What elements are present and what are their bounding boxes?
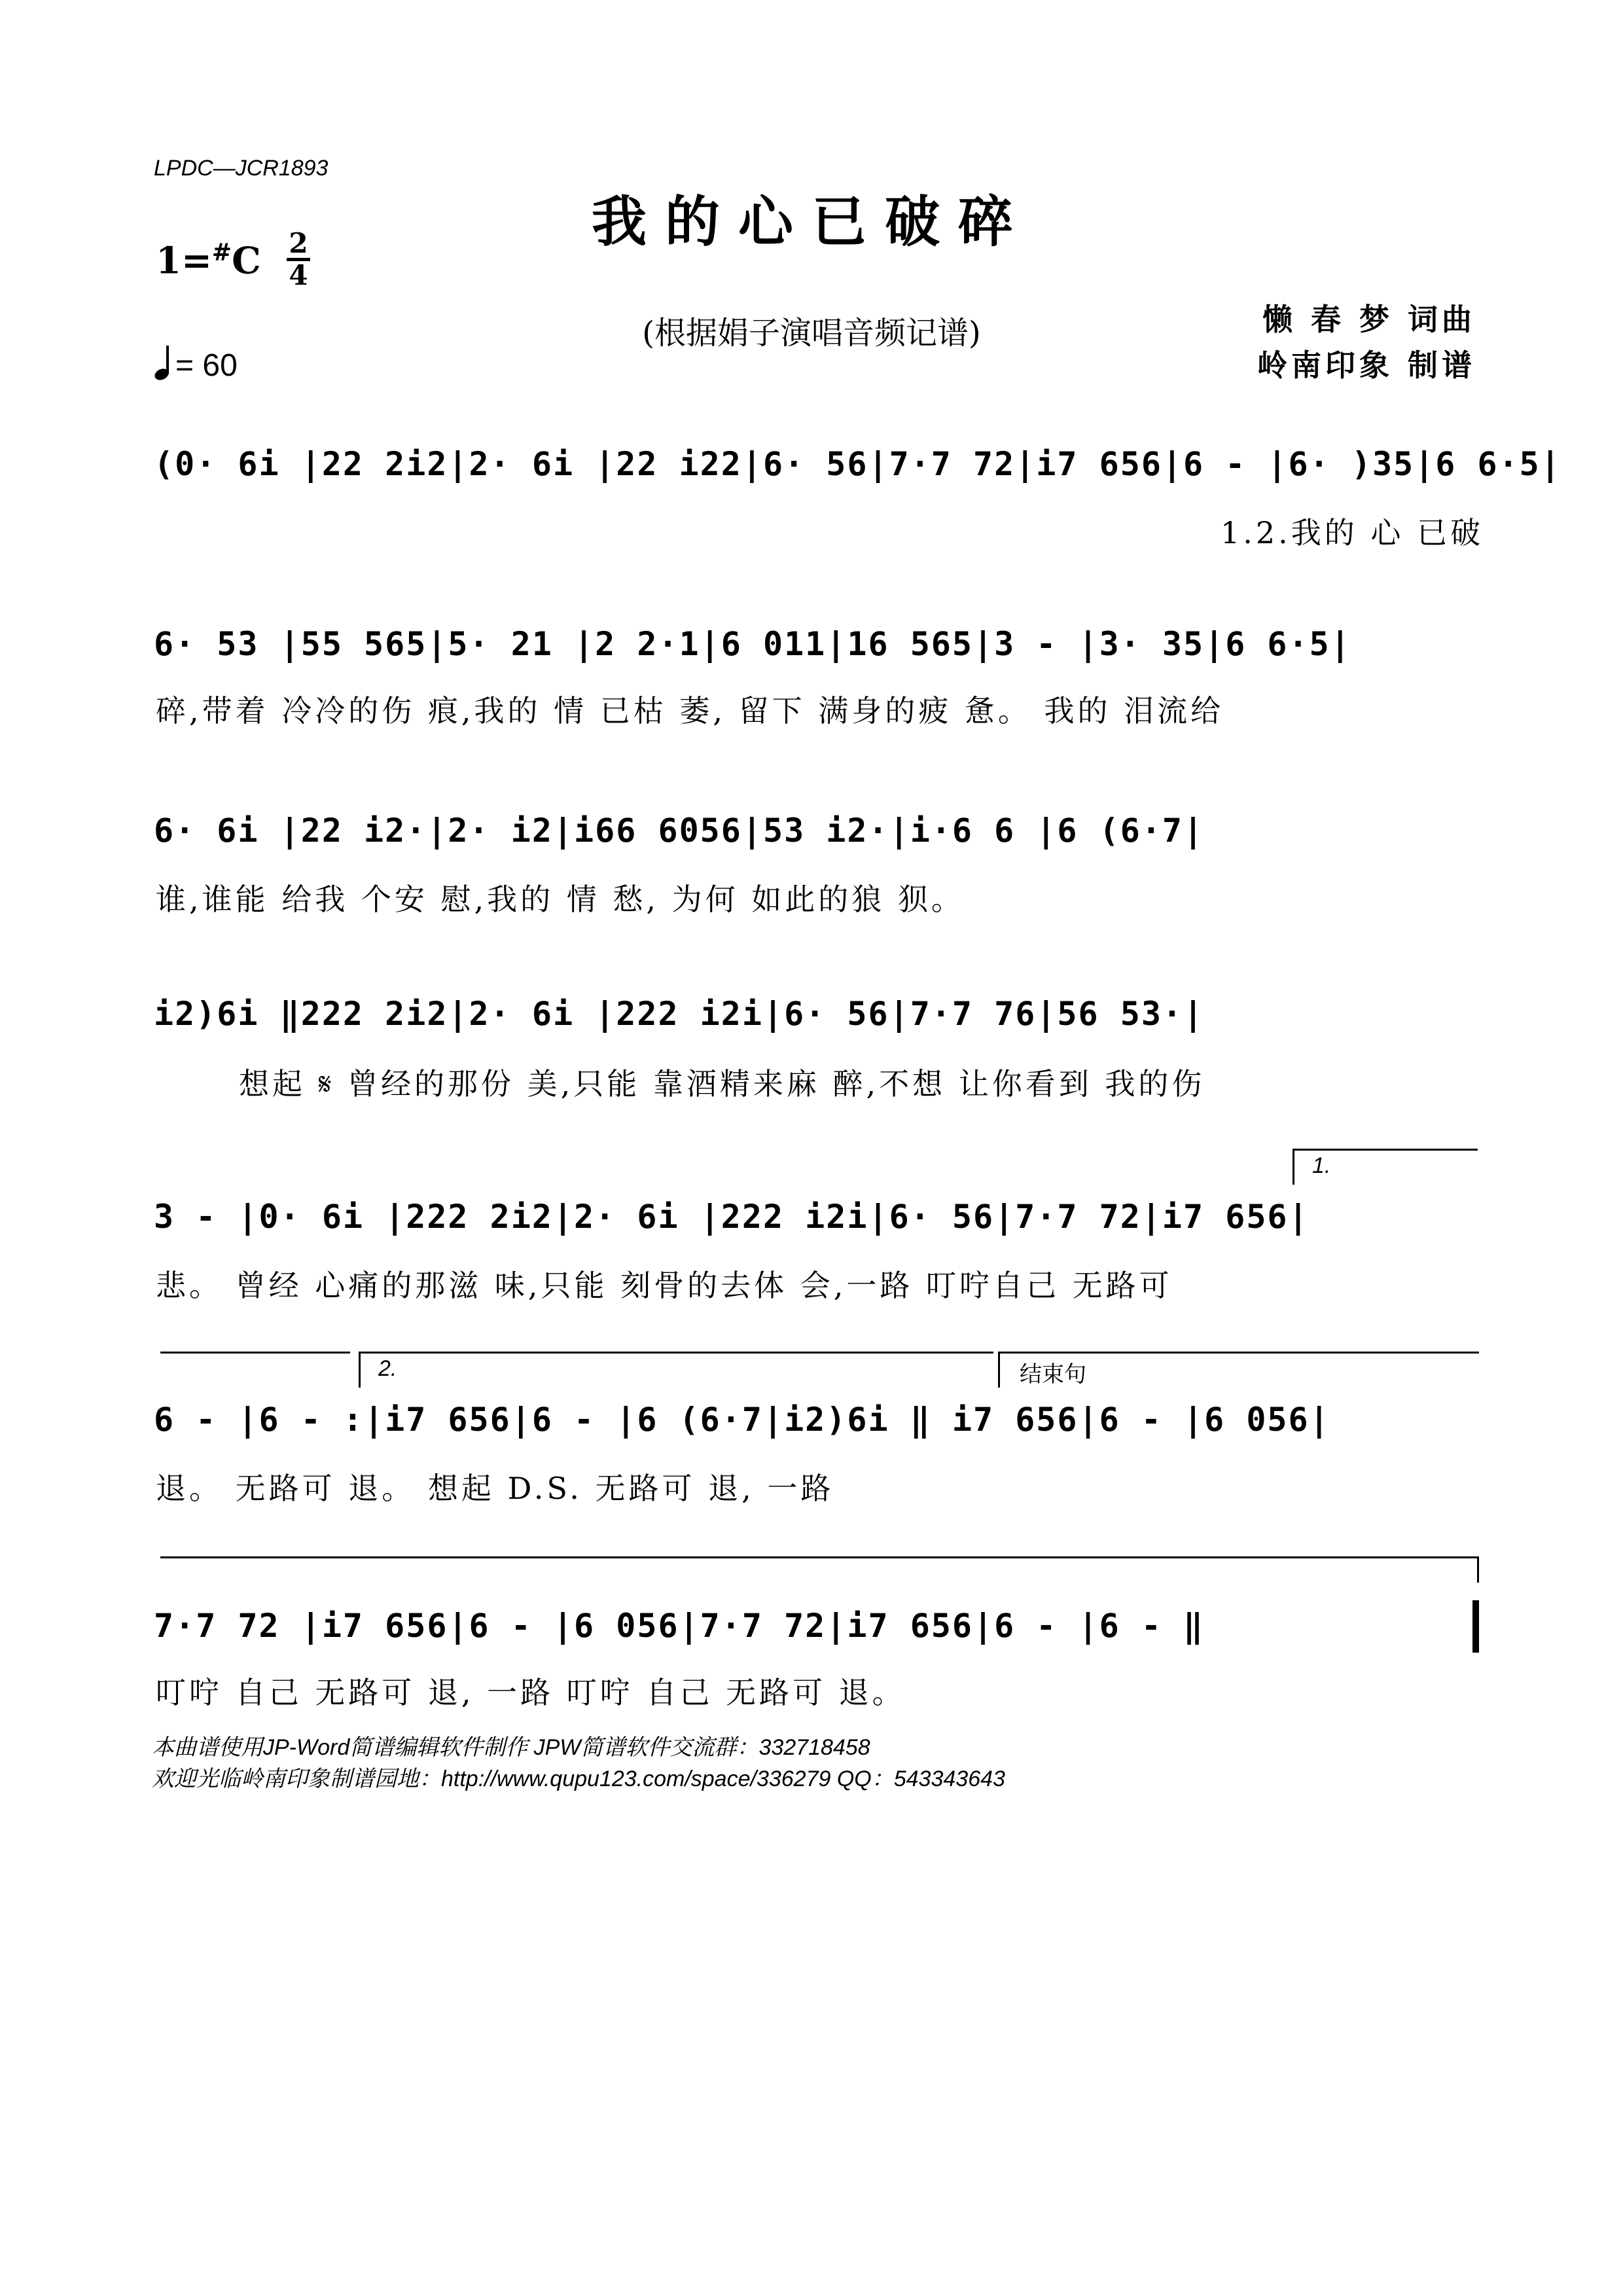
lyric-line-4: 想起 𝄋 曾经的那份 美,只能 靠酒精来麻 醉,不想 让你看到 我的伤 [239, 1066, 1205, 1102]
lyric-line-1: 1.2.我的 心 已破 [1221, 515, 1484, 550]
lyric-line-3: 谁,谁能 给我 个安 慰,我的 情 愁, 为何 如此的狼 狈。 [156, 882, 965, 917]
subtitle: (根据娟子演唱音频记谱) [642, 315, 981, 351]
lyric-line-7: 叮咛 自己 无路可 退, 一路 叮咛 自己 无路可 退。 [156, 1675, 906, 1710]
lyric-line-2: 碎,带着 冷冷的伤 痕,我的 情 已枯 萎, 留下 满身的疲 惫。 我的 泪流给 [156, 693, 1224, 728]
volta-second-label: 2. [378, 1356, 397, 1381]
key-prefix: 1= [156, 239, 212, 283]
composer-credit: 懒 春 梦 词曲 [1262, 302, 1476, 337]
music-line-3: 6· 6i |22 i2·|2· i2|i66 6056|53 i2·|i·6 6 |6 (6·7| [154, 812, 1205, 850]
music-line-1: (0· 6i |22 2i2|2· 6i |22 i22|6· 56|7·7 72|i7 656|6 - |6· )35|6 6·5| [154, 445, 1561, 483]
volta-first-label: 1. [1312, 1153, 1331, 1178]
music-line-7: 7·7 72 |i7 656|6 - |6 056|7·7 72|i7 656|6 - |6 - ‖ [154, 1607, 1205, 1645]
tempo-value: = 60 [175, 348, 238, 383]
music-line-4: i2)6i ‖222 2i2|2· 6i |222 i2i|6· 56|7·7 76|56 53·| [154, 995, 1205, 1033]
music-line-6: 6 - |6 - :|i7 656|6 - |6 (6·7|i2)6i ‖ i7 656|6 - |6 056| [154, 1401, 1330, 1439]
music-line-5: 3 - |0· 6i |222 2i2|2· 6i |222 i2i|6· 56|7·7 72|i7 656| [154, 1198, 1310, 1236]
footer-software-note: 本曲谱使用JP-Word简谱编辑软件制作 JPW简谱软件交流群：332718458 [152, 1735, 870, 1760]
time-signature [287, 227, 310, 291]
arranger-credit: 岭南印象 制谱 [1257, 348, 1476, 383]
lyric-line-6: 退。 无路可 退。 想起 D.S. 无路可 退, 一路 [156, 1471, 834, 1506]
key-letter: C [232, 239, 261, 283]
music-line-2: 6· 53 |55 565|5· 21 |2 2·1|6 011|16 565|3 - |3· 35|6 6·5| [154, 625, 1351, 663]
final-barline [1472, 1600, 1479, 1653]
lyric-line-5: 悲。 曾经 心痛的那滋 味,只能 刻骨的去体 会,一路 叮咛自己 无路可 [156, 1268, 1173, 1303]
time-bottom: 4 [289, 259, 308, 291]
quarter-note-icon [154, 347, 171, 380]
sharp-sign: # [211, 239, 232, 266]
song-title: 我的心已破碎 [591, 189, 1031, 254]
key-signature [156, 239, 261, 283]
tempo-marking [154, 347, 238, 384]
footer-website-note: 欢迎光临岭南印象制谱园地：http://www.qupu123.com/space/336279 QQ：543343643 [152, 1767, 1005, 1791]
time-top: 2 [289, 227, 308, 259]
score-code: LPDC—JCR1893 [154, 156, 329, 181]
coda-label: 结束句 [1020, 1362, 1086, 1387]
